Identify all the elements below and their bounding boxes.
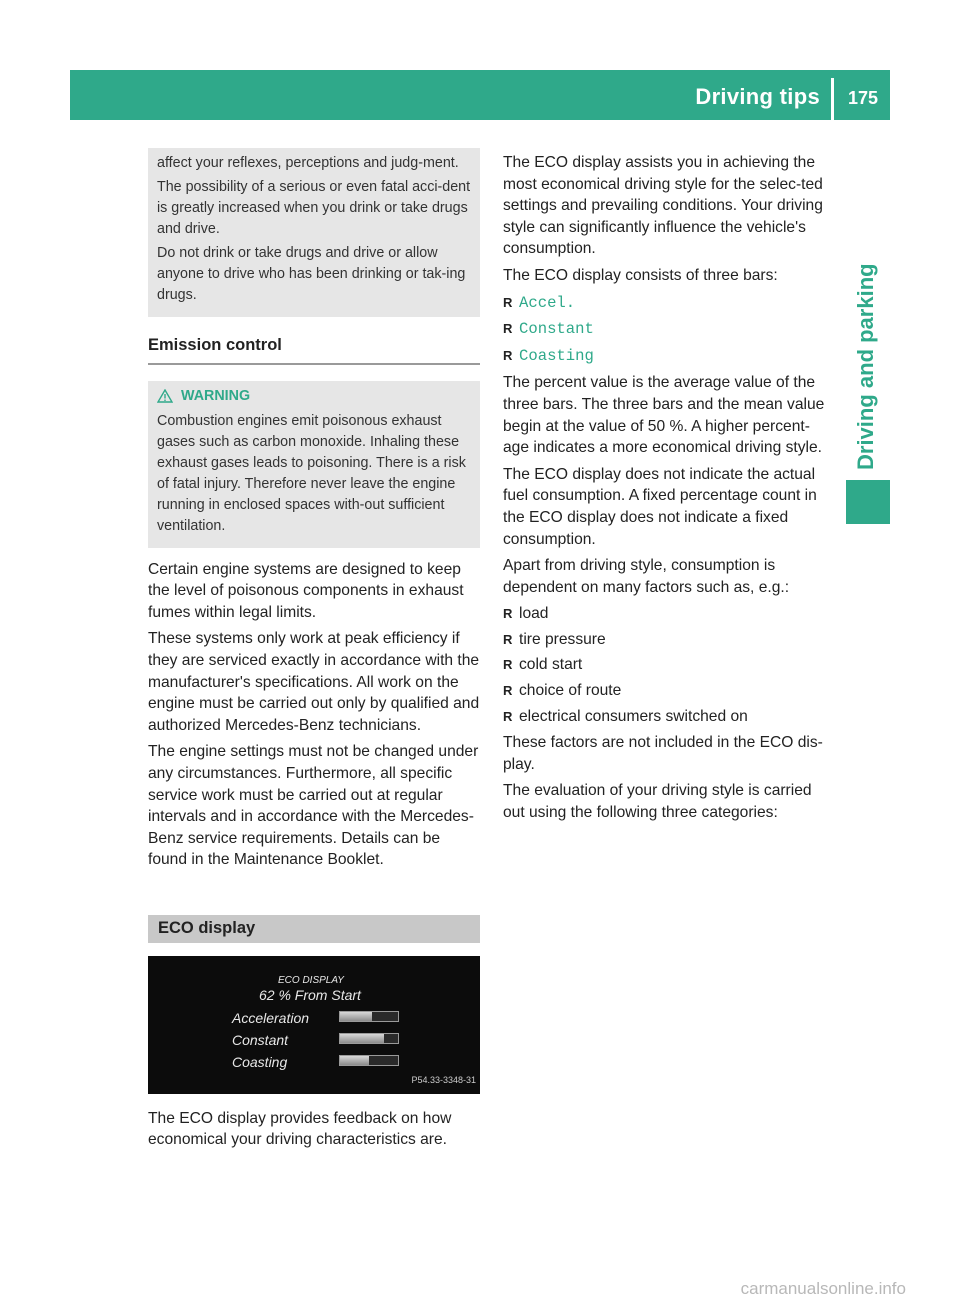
page-number: 175 <box>847 88 878 108</box>
eco-screen-title: ECO DISPLAY <box>278 974 344 986</box>
eco-row-label: Acceleration <box>232 1009 310 1026</box>
paragraph: Certain engine systems are designed to keep the level of poisonous components in exhaust fumes within legal limits. <box>148 560 464 621</box>
paragraph: These factors are not included in the ECO dis-play. <box>503 734 823 773</box>
paragraph: These systems only work at peak efficiency if they are serviced exactly in accordance with the manufacturer's specifications. All work on the engine must be carried out only by qualified and authorized Mercedes-Benz technicians. <box>148 630 480 734</box>
warning-title: WARNING <box>181 387 251 404</box>
eco-screen-subtitle: 62 % From Start <box>259 986 361 1003</box>
chapter-side-tab <box>846 140 890 470</box>
section-title: Driving tips <box>695 84 820 109</box>
eco-row-label: Constant <box>232 1031 289 1048</box>
eco-row-label: Coasting <box>232 1053 288 1070</box>
warning-triangle-icon <box>157 389 173 403</box>
eco-row-bar-fill <box>340 1012 372 1021</box>
warning-title-row <box>157 386 471 407</box>
bar-name: Coasting <box>519 346 594 365</box>
eco-row-bar <box>339 1055 399 1066</box>
list-item: R cold start <box>503 654 835 676</box>
eco-row-bar <box>339 1011 399 1022</box>
eco-bars-list <box>503 292 835 368</box>
header-bar <box>70 70 890 120</box>
eco-caption: The ECO display provides feedback on how economical your driving characteristics are. <box>148 1109 452 1149</box>
list-item <box>503 318 835 341</box>
list-item: R electrical consumers switched on <box>503 706 835 728</box>
paragraph: The evaluation of your driving style is carried out using the following three categories: <box>503 782 812 822</box>
factors-list <box>503 603 835 727</box>
header-separator <box>831 78 834 120</box>
footer-watermark: carmanualsonline.info <box>740 1279 906 1299</box>
emission-heading: Emission control <box>148 335 480 365</box>
bar-name: Constant <box>519 320 594 339</box>
intro-line: affect your reflexes, perceptions and judg-ment. <box>157 155 459 171</box>
left-column <box>148 148 480 1156</box>
eco-display-heading: ECO display <box>148 915 480 943</box>
list-item: R choice of route <box>503 680 835 702</box>
paragraph: The ECO display consists of three bars: <box>503 266 778 284</box>
paragraph: The engine settings must not be changed under any circumstances. Furthermore, all specific service work must be carried out at regular intervals and in accordance with the Mercedes-Benz service requirements. Details can be found in the Maintenance Booklet. <box>148 743 479 869</box>
eco-row-bar <box>339 1033 399 1044</box>
paragraph: The ECO display does not indicate the actual fuel consumption. A fixed percentage count in the ECO display does not indicate a fixed consumption. <box>503 465 817 548</box>
bar-name: Accel. <box>519 293 576 312</box>
intro-line: Do not drink or take drugs and drive or allow anyone to drive who has been drinking or tak-ing drugs. <box>157 245 466 303</box>
list-item: R load <box>503 603 835 625</box>
chapter-label: Driving and parking <box>853 263 878 470</box>
list-item <box>503 345 835 368</box>
warning-box <box>148 381 480 548</box>
list-item: R tire pressure <box>503 629 835 651</box>
intro-line: The possibility of a serious or even fatal acci-dent is greatly increased when you drink or take drugs and drive. <box>157 179 471 237</box>
intro-note-box <box>148 148 480 317</box>
list-item <box>503 292 835 315</box>
warning-text: Combustion engines emit poisonous exhaust gases such as carbon monoxide. Inhaling these exhaust gases leads to poisoning. There is a risk of fatal injury. Therefore never leave the engine running in enclosed spaces with-out sufficient ventilation. <box>157 412 466 534</box>
eco-row-bar-fill <box>340 1056 369 1065</box>
right-column <box>503 152 835 829</box>
image-reference-code: P54.33-3348-31 <box>411 1074 476 1085</box>
chapter-marker-block <box>846 480 890 524</box>
paragraph: The percent value is the average value of the three bars. The three bars and the mean value begin at the value of 50 %. A higher percent-age indicates a more economical driving style. <box>503 374 825 457</box>
eco-display-screen-image <box>148 956 480 1094</box>
paragraph: The ECO display assists you in achieving the most economical driving style for the selec-ted settings and prevailing conditions. Your driving style can significantly influence the vehicle's consumption. <box>503 154 823 258</box>
eco-row-bar-fill <box>340 1034 384 1043</box>
paragraph: Apart from driving style, consumption is dependent on many factors such as, e.g.: <box>503 557 790 596</box>
